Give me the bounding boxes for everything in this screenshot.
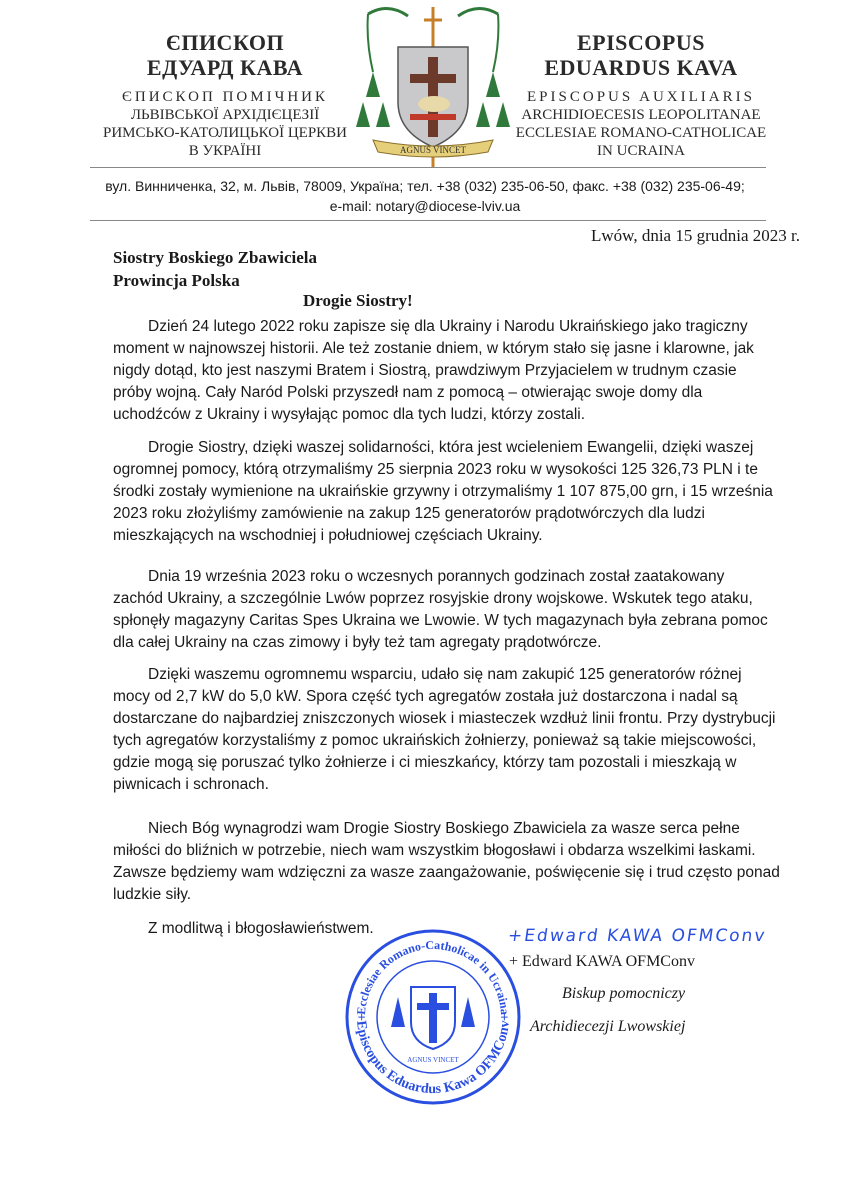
title-line: ЕДУАРД КАВА — [146, 55, 304, 80]
text-line: Dzień 24 lutego 2022 roku zapisze się dla Ukrainy i Narodu Ukraińskiego jako tragiczny — [148, 318, 748, 335]
text-line: dla całej Ukrainy na czas zimowy i były też tam agregaty prądotwórcze. — [113, 634, 602, 651]
signer-name: + Edward KAWA OFMConv — [509, 953, 695, 970]
text-line: Niech Bóg wynagrodzi wam Drogie Siostry Boskiego Zbawiciela za wasze serca pełne — [148, 820, 740, 837]
subtitle-line: ЄПИСКОП ПОМІЧНИК — [121, 89, 329, 105]
subtitle-line: В УКРАЇНІ — [188, 143, 262, 159]
text-line: gdzie mogą się poruszać tylko żołnierze i ci mieszkańcy, którzy tam pozostali i mieszkają w — [113, 754, 737, 771]
stamp-text-bottom: +Episcopus Eduardus Kawa OFMConv+ — [352, 1013, 514, 1098]
letter-date: Lwów, dnia 15 grudnia 2023 r. — [590, 226, 800, 245]
email: e-mail: notary@diocese-lviv.ua — [329, 198, 521, 214]
subtitle-line: РИМСЬКО-КАТОЛИЦЬКОЇ ЦЕРКВИ — [103, 125, 347, 141]
text-line: próby wojną. Cały Naród Polski przyszedł nam z pomocą – otwierając swoje domy dla — [113, 384, 703, 401]
text-line: spłonęły magazyny Caritas Spes Ukraina we Lwowie. W tych magazynach była zebrana pomoc — [113, 612, 768, 629]
text-line: 2023 roku złożyliśmy zamówienie na zakup 125 generatorów prądotwórczych dla ludzi — [113, 505, 705, 522]
subtitle-line: ARCHIDIOECESIS LEOPOLITANAE — [521, 107, 761, 123]
greeting: Drogie Siostry! — [303, 291, 413, 310]
stamp-motto: AGNUS VINCET — [407, 1056, 459, 1064]
closing: Z modlitwą i błogosławieństwem. — [148, 920, 374, 937]
recipient — [113, 246, 317, 292]
coat-of-arms — [348, 2, 518, 167]
title-line: ЄПИСКОП — [165, 30, 285, 55]
text-line: piwnicach i schronach. — [113, 776, 269, 793]
subtitle-line: ЛЬВІВСЬКОЇ АРХІДІЄЦЕЗІЇ — [130, 107, 320, 123]
signer-title: Archidiecezji Lwowskiej — [530, 1018, 686, 1035]
title-line: EPISCOPUS — [577, 30, 705, 55]
signer-title: Biskup pomocniczy — [562, 985, 686, 1002]
bishop-title-la — [508, 30, 774, 80]
text-line: miłości do bliźnich w potrzebie, niech wam wszystkim błogosławi i obdarza wszelkimi łaskami. — [113, 842, 756, 859]
header-left — [95, 30, 355, 160]
subtitle-line: IN UCRAINA — [597, 143, 685, 159]
text-line: zachód Ukrainy, a szczególnie Lwów poprzez rosyjskie drony wojskowe. Wskutek tego ataku, — [113, 590, 753, 607]
recipient-line: Prowincja Polska — [113, 271, 240, 290]
paragraph-5 — [113, 818, 813, 906]
stamp-text-top: Ecclesiae Romano-Catholicae in Ucraina — [353, 937, 513, 1016]
text-line: mocy od 2,7 kW do 5,0 kW. Spora część tych agregatów została już dostarczona i nadal są — [113, 688, 738, 705]
text-line: tych agregatów korzystaliśmy z pomoc ukraińskich żołnierzy, ponieważ są takie miejscowości, — [113, 732, 757, 749]
text-line: Drogie Siostry, dzięki waszej solidarności, która jest wcieleniem Ewangelii, dzięki waszej — [148, 439, 754, 456]
text-line: nigdy dotąd, kto jest naszymi Bratem i Siostrą, prawdziwym Przyjacielem w trudnym czasie — [113, 362, 737, 379]
recipient-line: Siostry Boskiego Zbawiciela — [113, 248, 318, 267]
handwritten-signature: +Edward KAWA OFMConv — [506, 926, 768, 946]
text-line: Dnia 19 września 2023 roku o wczesnych porannych godzinach został zaatakowany — [148, 568, 725, 585]
text-line: ogromnej pomocy, którą otrzymaliśmy 25 sierpnia 2023 roku w wysokości 125 326,73 PLN i te — [113, 461, 758, 478]
text-line: środki zostały wymienione na ukraińskie grzywny i otrzymaliśmy 1 107 875,00 grn, i 15 września — [113, 483, 773, 500]
paragraph-3 — [113, 566, 813, 654]
text-line: ludzkie siły. — [113, 886, 192, 903]
paragraph-1 — [113, 316, 813, 426]
text-line: mieszkających na wschodniej i południowej częściach Ukrainy. — [113, 527, 543, 544]
paragraph-4 — [113, 664, 813, 796]
official-stamp — [343, 927, 523, 1107]
bishop-title-ua — [95, 30, 355, 80]
header-right — [508, 30, 774, 160]
text-line: moment w najnowszej historii. Ale też zostanie dniem, w którym stało się jasne i klarowne, jak — [113, 340, 754, 357]
header-divider — [90, 167, 766, 168]
crest-motto: AGNUS VINCET — [399, 145, 467, 155]
address: вул. Винниченка, 32, м. Львів, 78009, Україна; тел. +38 (032) 235-06-50, факс. +38 (032) 235-06-49; — [105, 178, 745, 194]
subtitle-line: EPISCOPUS AUXILIARIS — [527, 89, 755, 105]
header-divider — [90, 220, 766, 221]
paragraph-2 — [113, 437, 813, 547]
text-line: dostarczane do najbardziej zniszczonych wiosek i miasteczek wzdłuż linii frontu. Przy dystrybucji — [113, 710, 776, 727]
title-line: EDUARDUS KAVA — [544, 55, 738, 80]
text-line: Zawsze będziemy wam wdzięczni za wasze zaangażowanie, poświęcenie się i trud często ponad — [113, 864, 780, 881]
text-line: Dzięki waszemu ogromnemu wsparciu, udało się nam zakupić 125 generatorów różnej — [148, 666, 742, 683]
subtitle-line: ECCLESIAE ROMANO-CATHOLICAE — [515, 125, 767, 141]
text-line: uchodźców z Ukrainy i wysyłając pomoc dla tych ludzi, którzy zostali. — [113, 406, 586, 423]
